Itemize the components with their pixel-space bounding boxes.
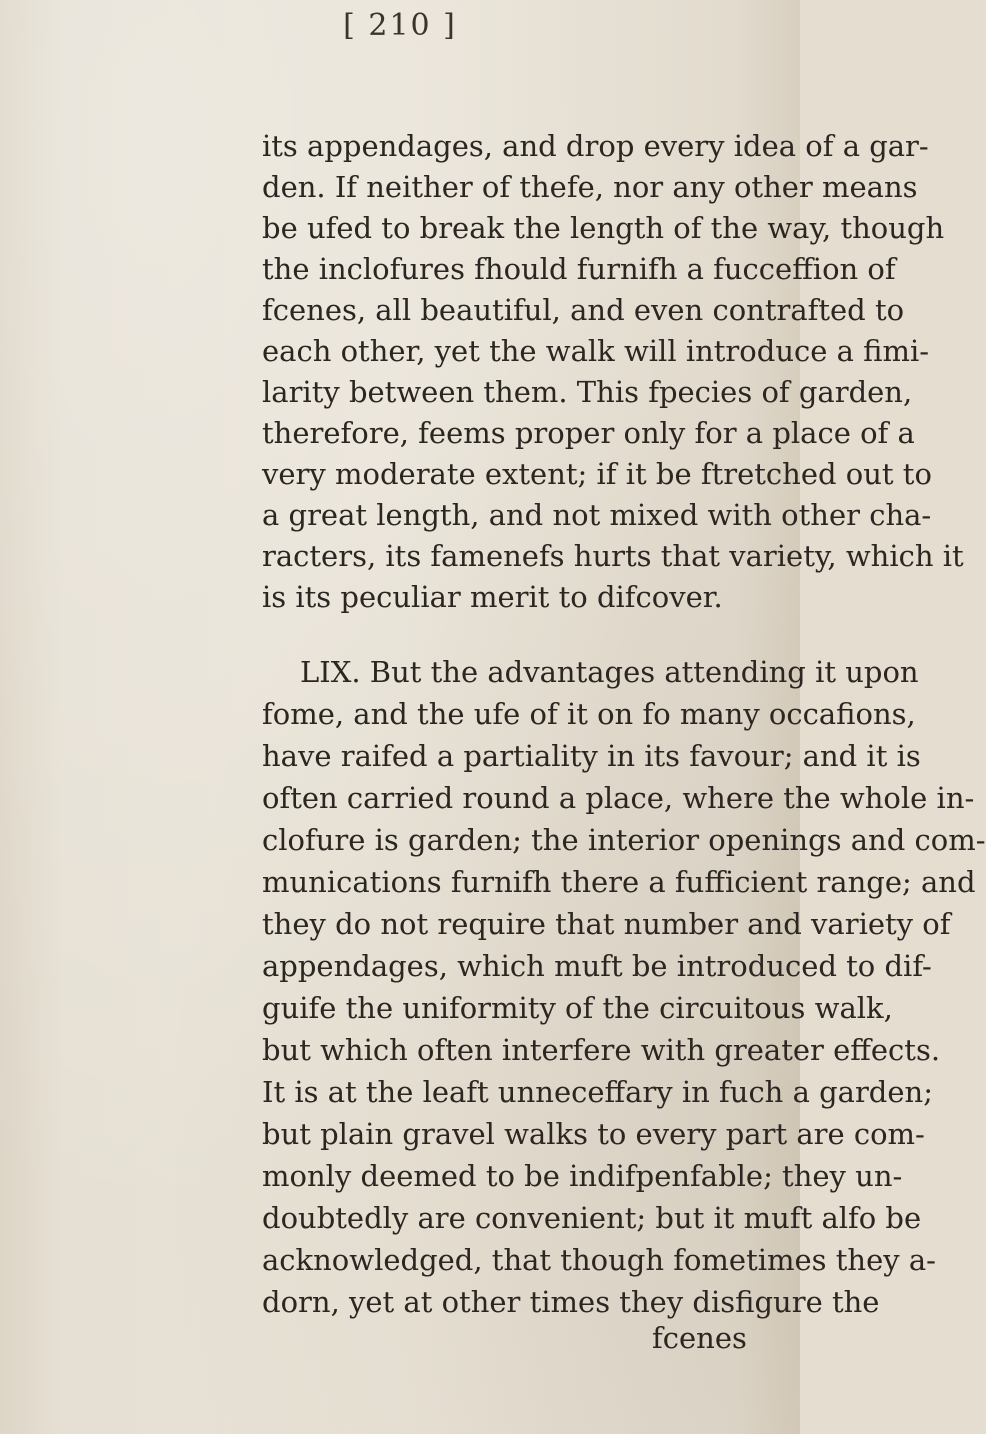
text-line: monly deemed to be indifpenfable; they un- [262,1159,903,1193]
text-line: but which often interfere with greater effects. [262,1033,941,1067]
text-line: but plain gravel walks to every part are com- [262,1117,925,1151]
text-line: have raifed a partiality in its favour; and it is [262,739,921,773]
text-line: be ufed to break the length of the way, though [262,211,945,245]
text-line: dorn, yet at other times they disfigure the [262,1285,880,1319]
text-line: larity between them. This fpecies of garden, [262,375,913,409]
text-line: clofure is garden; the interior openings and com- [262,823,986,857]
text-line: the inclofures fhould furnifh a fucceffion of [262,252,896,286]
text-line: very moderate extent; if it be ftretched out to [262,457,932,491]
text-line: fcenes, all beautiful, and even contrafted to [262,293,905,327]
text-line: acknowledged, that though fometimes they a- [262,1243,936,1277]
text-line: doubtedly are convenient; but it muft alfo be [262,1201,922,1235]
text-line: fome, and the ufe of it on fo many occafions, [262,697,916,731]
section-heading-line: LIX. But the advantages attending it upon [300,655,919,689]
catchword: fcenes [652,1321,747,1355]
page-number: [ 210 ] [343,8,457,43]
text-line: therefore, feems proper only for a place of a [262,416,915,450]
text-line: den. If neither of thefe, nor any other means [262,170,918,204]
text-line: racters, its famenefs hurts that variety, which it [262,539,964,573]
text-line: appendages, which muft be introduced to dif- [262,949,932,983]
text-line: guife the uniformity of the circuitous walk, [262,991,893,1025]
text-line: is its peculiar merit to difcover. [262,580,723,614]
text-line: each other, yet the walk will introduce a fimi- [262,334,930,368]
text-line: a great length, and not mixed with other cha- [262,498,932,532]
text-line: It is at the leaft unneceffary in fuch a garden; [262,1075,933,1109]
text-line: they do not require that number and variety of [262,907,951,941]
text-line: munications furnifh there a fufficient range; and [262,865,976,899]
text-line: its appendages, and drop every idea of a gar- [262,129,929,163]
text-line: often carried round a place, where the whole in- [262,781,975,815]
